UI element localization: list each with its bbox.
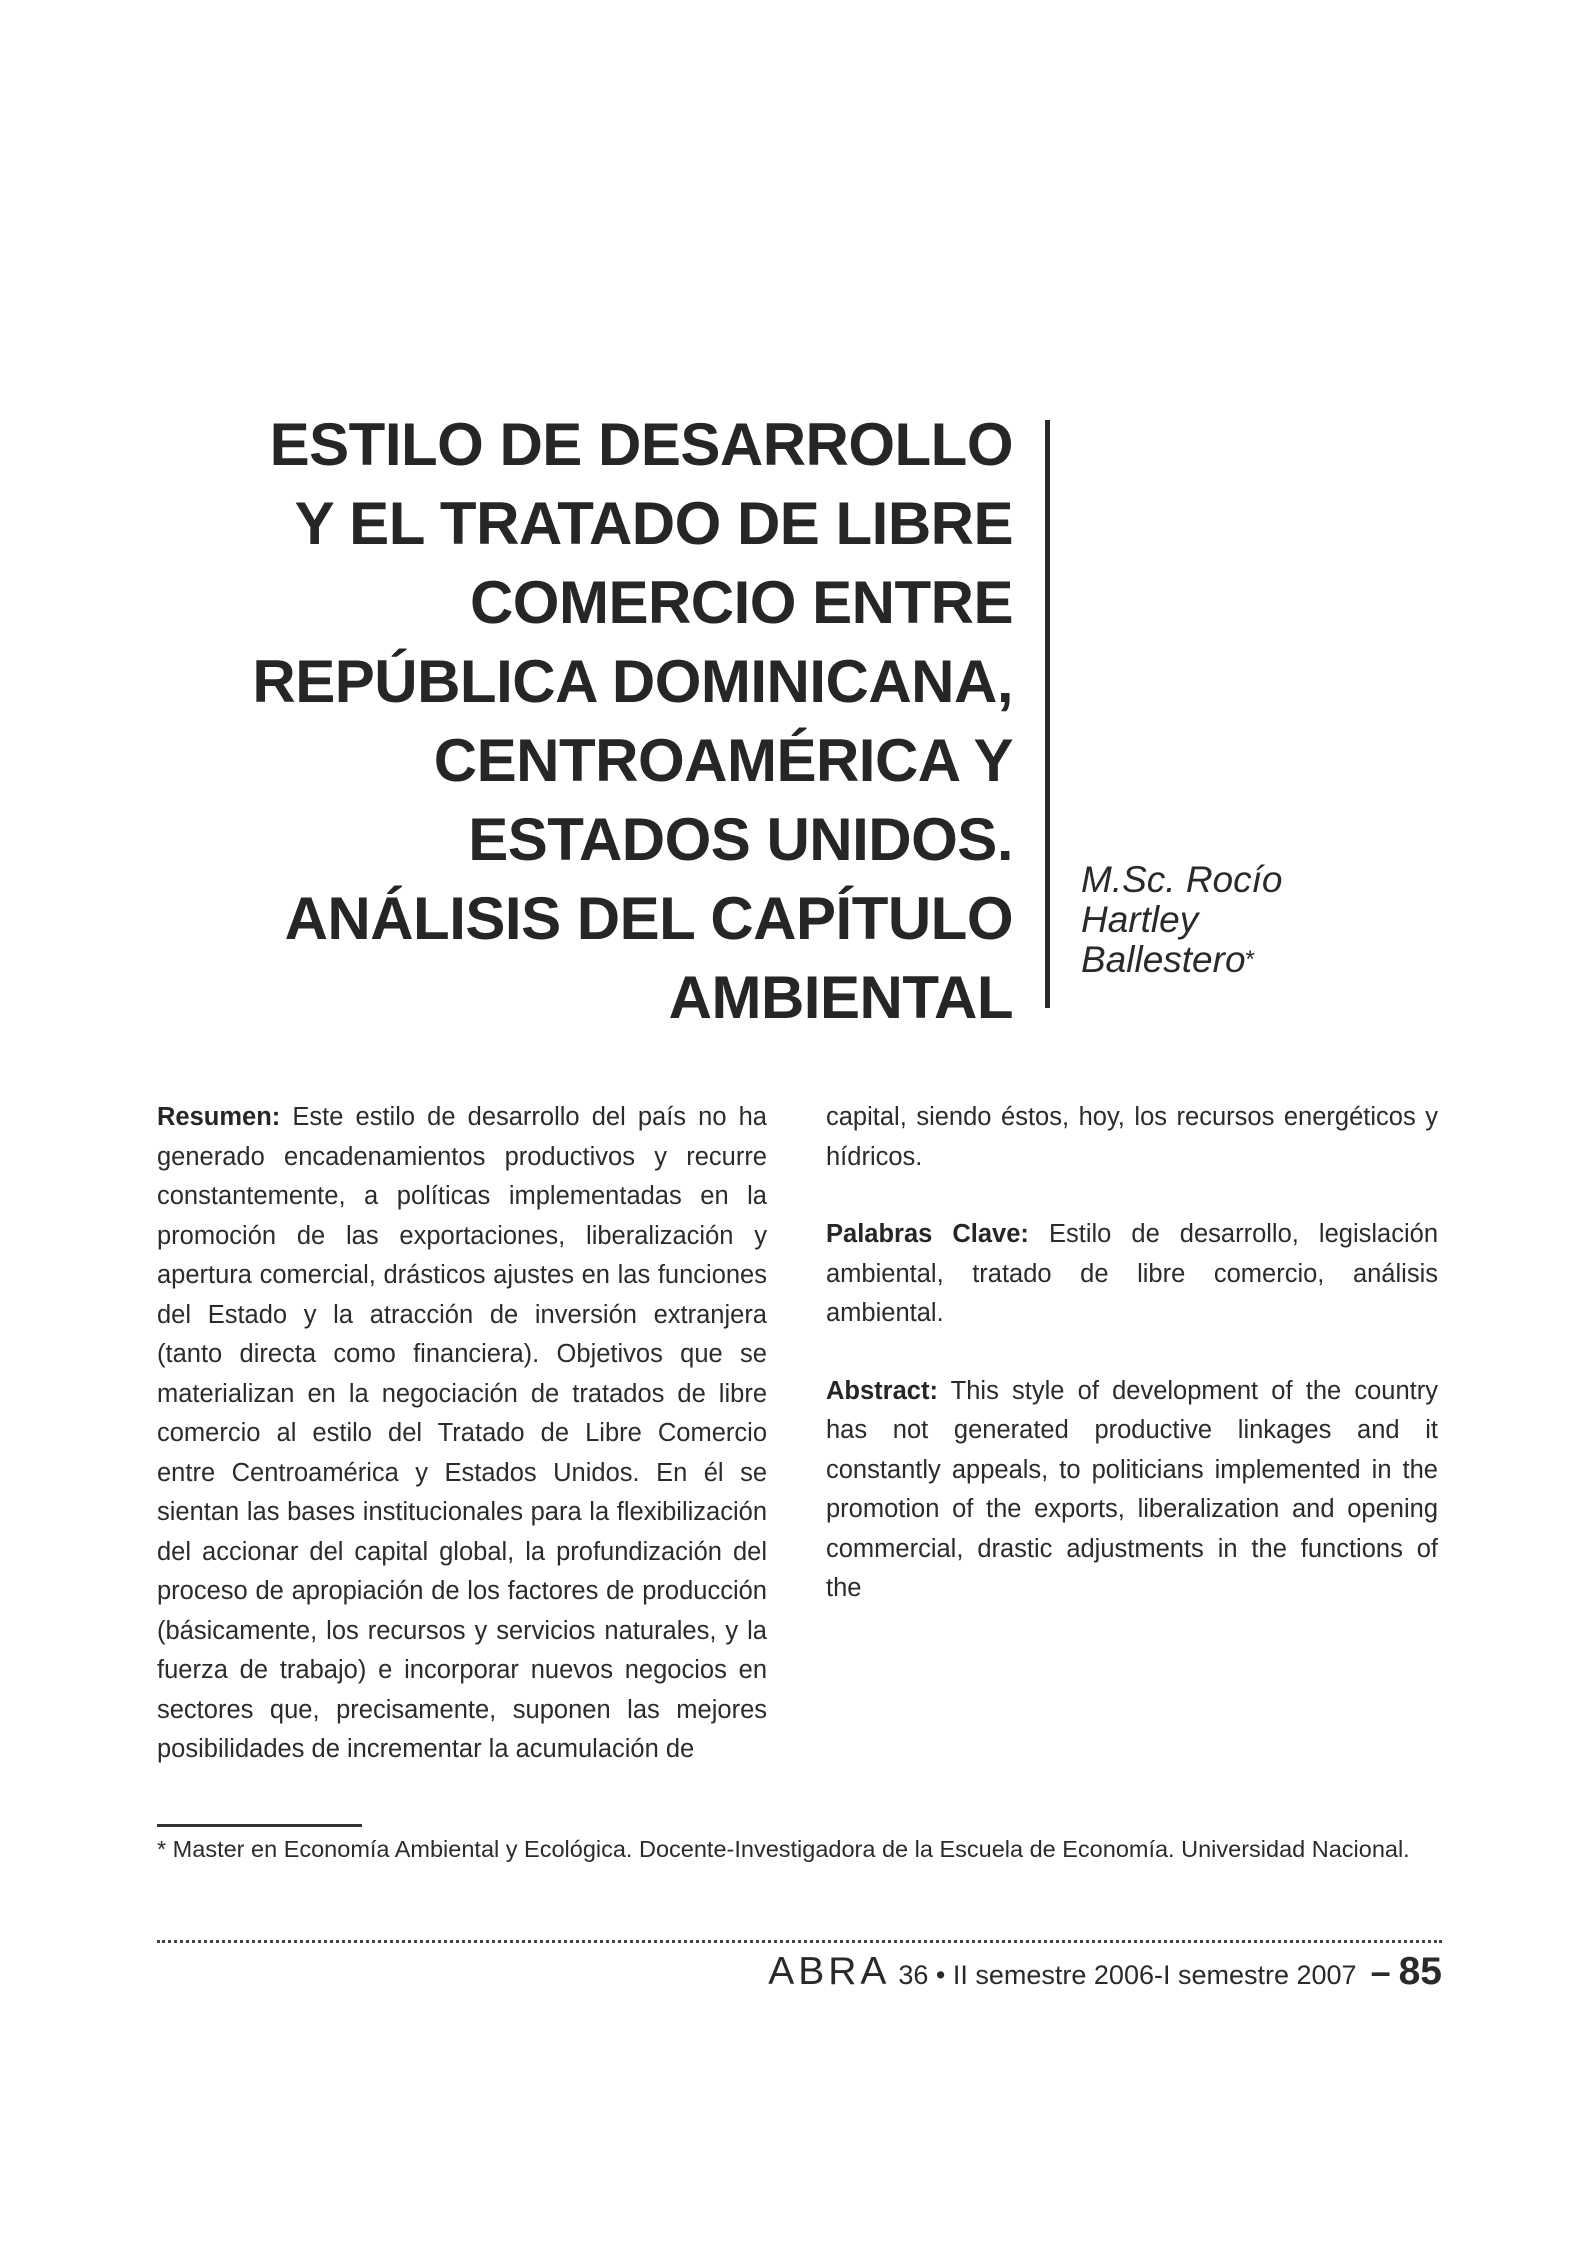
article-title	[150, 405, 1013, 1037]
title-line: COMERCIO ENTRE	[469, 569, 1013, 636]
author-surname: Ballestero	[1081, 939, 1246, 980]
title-line: CENTROAMÉRICA Y	[433, 727, 1013, 794]
author-line: Hartley	[1081, 899, 1199, 940]
abstract-text: This style of development of the country has not generated productive linkages and it constantly appeals, to politicians implemented in the promotion of the exports, liberalization and opening commercial, drastic adjustments in the functions of the	[826, 1376, 1438, 1602]
author-byline	[1081, 860, 1341, 980]
title-divider	[1045, 420, 1050, 1008]
page-footer	[768, 1950, 1442, 2010]
body-column-left	[157, 1098, 767, 1770]
author-line: M.Sc. Rocío	[1081, 859, 1283, 900]
footnote-rule	[157, 1824, 362, 1827]
title-line: AMBIENTAL	[668, 964, 1013, 1031]
title-line: ESTILO DE DESARROLLO	[269, 411, 1013, 478]
resumen-continuation: capital, siendo éstos, hoy, los recursos energéticos y hídricos.	[826, 1103, 1438, 1171]
footnote: * Master en Economía Ambiental y Ecológica. Docente-Investigadora de la Escuela de Economía. Universidad Nacional.	[157, 1836, 1410, 1862]
title-line: REPÚBLICA DOMINICANA,	[252, 648, 1013, 715]
title-line: Y EL TRATADO DE LIBRE	[294, 490, 1013, 557]
keywords-paragraph	[826, 1215, 1438, 1334]
author-line-with-mark	[1081, 940, 1341, 980]
footer-separator: –	[1370, 1951, 1391, 1992]
keywords-label: Palabras Clave:	[826, 1220, 1029, 1248]
issue-info: 36 • II semestre 2006-I semestre 2007	[898, 1960, 1357, 1990]
resumen-text: Este estilo de desarrollo del país no ha generado encadenamientos productivos y recurre constantemente, a políticas implementadas en la promoción de las exportaciones, liberalización y apertura comercial, drásticos ajustes en las funciones del Estado y la atracción de inversión extranjera (tanto directa como financiera). Objetivos que se materializan en la negociación de tratados de libre comercio al estilo del Tratado de Libre Comercio entre Centroamérica y Estados Unidos. En él se sientan las bases institucionales para la flexibilización del accionar del capital global, la profundización del proceso de apropiación de los factores de producción (básicamente, los recursos y servicios naturales, y la fuerza de trabajo) e incorporar nuevos negocios en sectores que, precisamente, suponen las mejores posibilidades de incrementar la acumulación de	[157, 1103, 767, 1763]
journal-logo: ABRA	[768, 1950, 891, 1993]
title-line: ESTADOS UNIDOS.	[468, 806, 1013, 873]
footer-dotted-rule	[157, 1940, 1442, 1943]
title-line: ANÁLISIS DEL CAPÍTULO	[284, 885, 1013, 952]
page-number: 85	[1398, 1950, 1442, 1993]
resumen-label: Resumen:	[157, 1103, 281, 1131]
body-column-right	[826, 1098, 1438, 1609]
abstract-paragraph	[826, 1372, 1438, 1609]
resumen-paragraph	[157, 1098, 767, 1770]
abstract-label: Abstract:	[826, 1376, 938, 1405]
keywords-text: Estilo de desarrollo, legislación ambiental, tratado de libre comercio, análisis ambiental.	[826, 1220, 1438, 1327]
footnote-marker: *	[1245, 946, 1255, 973]
